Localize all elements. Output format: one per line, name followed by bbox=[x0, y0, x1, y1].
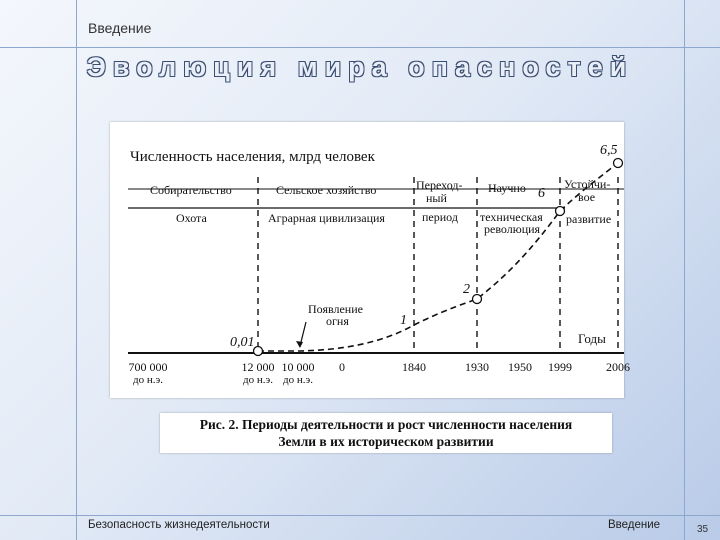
data-point-1 bbox=[254, 347, 263, 356]
x-tick-sublabel-1: до н.э. bbox=[133, 374, 163, 386]
x-tick-label-2: 12 000 bbox=[241, 360, 275, 374]
period-top-5b: вое bbox=[578, 190, 596, 204]
x-tick-label-3: 10 000 bbox=[281, 360, 315, 374]
footer-section: Введение bbox=[608, 519, 661, 531]
period-bottom-4a: техническая bbox=[480, 210, 543, 224]
x-tick-sublabel-2: до н.э. bbox=[243, 374, 273, 386]
x-tick-label-8: 1999 bbox=[548, 360, 572, 374]
period-top-3b: ный bbox=[426, 191, 447, 205]
population-chart bbox=[110, 122, 630, 398]
annotation-arrowhead bbox=[296, 341, 303, 348]
population-chart-figure bbox=[110, 122, 630, 398]
data-point-5 bbox=[614, 159, 623, 168]
x-tick-label-6: 1930 bbox=[465, 360, 489, 374]
period-top-5a: Устойчи- bbox=[564, 177, 611, 191]
data-label-2: 1 bbox=[400, 313, 407, 328]
bottom-divider-line bbox=[0, 515, 720, 516]
footer-course: Безопасность жизнедеятельности bbox=[88, 519, 270, 531]
page-number: 35 bbox=[697, 524, 709, 535]
x-axis-label: Годы bbox=[578, 331, 606, 346]
data-label-1: 0,01 bbox=[230, 335, 255, 350]
data-point-3 bbox=[473, 295, 482, 304]
section-header: Введение bbox=[88, 20, 152, 36]
x-tick-label-1: 700 000 bbox=[128, 360, 168, 374]
data-label-4: 6 bbox=[538, 186, 545, 201]
period-bottom-3: период bbox=[422, 210, 458, 224]
period-bottom-5: развитие bbox=[566, 212, 612, 226]
top-divider-line bbox=[0, 47, 720, 48]
x-tick-label-7: 1950 bbox=[508, 360, 532, 374]
period-bottom-1: Охота bbox=[176, 211, 207, 225]
x-tick-label-5: 1840 bbox=[402, 360, 426, 374]
annotation-line1: Появление bbox=[308, 302, 363, 316]
caption-line-2: Земли в их историческом развитии bbox=[278, 434, 494, 449]
data-point-4 bbox=[556, 207, 565, 216]
figure-caption bbox=[160, 413, 612, 453]
period-top-3a: Переход- bbox=[416, 178, 463, 192]
period-bottom-2: Аграрная цивилизация bbox=[268, 211, 385, 225]
data-label-3: 2 bbox=[463, 282, 470, 297]
x-tick-sublabel-3: до н.э. bbox=[283, 374, 313, 386]
x-tick-label-9: 2006 bbox=[606, 360, 630, 374]
x-tick-label-4: 0 bbox=[339, 360, 345, 374]
period-top-1: Собирательство bbox=[150, 183, 232, 197]
y-axis-label: Численность населения, млрд человек bbox=[130, 149, 375, 165]
period-bottom-4b: революция bbox=[484, 222, 541, 236]
slide-title: Эволюция мира опасностей bbox=[86, 52, 634, 82]
caption-line-1: Рис. 2. Периоды деятельности и рост численности населения bbox=[199, 417, 573, 432]
period-top-2: Сельское хозяйство bbox=[276, 183, 377, 197]
annotation-line2: огня bbox=[326, 314, 349, 328]
period-top-4: Научно- bbox=[488, 181, 530, 195]
data-label-5: 6,5 bbox=[600, 143, 618, 158]
